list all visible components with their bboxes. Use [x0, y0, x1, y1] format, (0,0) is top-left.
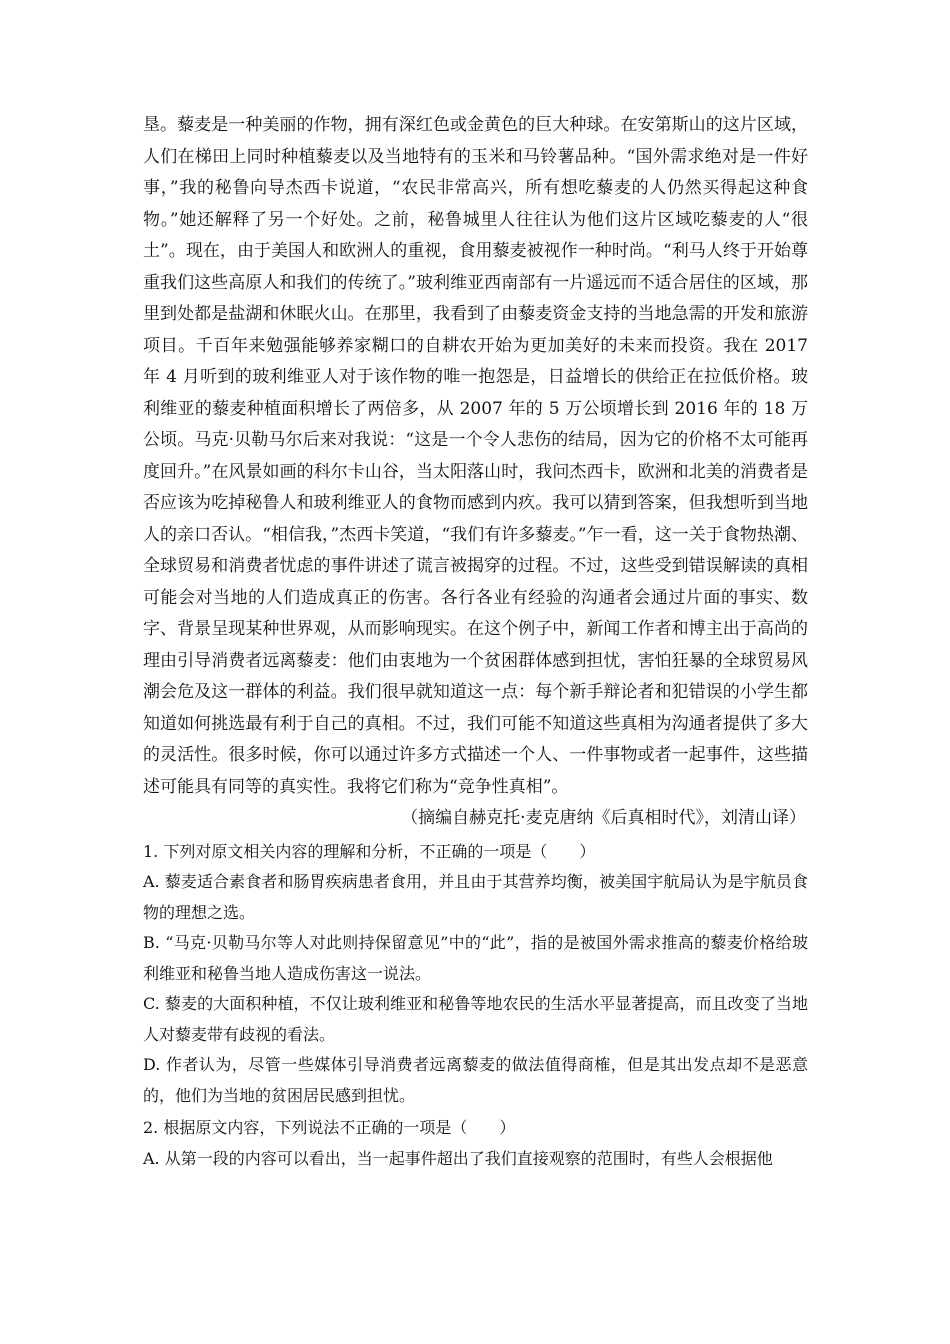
question-2 — [143, 1113, 808, 1174]
option-a: A. 从第一段的内容可以看出，当一起事件超出了我们直接观察的范围时，有些人会根据他 — [143, 1148, 773, 1168]
article-paragraph: 垦。藜麦是一种美丽的作物，拥有深红色或金黄色的巨大种球。在安第斯山的这片区域，人们在梯田上同时种植藜麦以及当地特有的玉米和马铃薯品种。“国外需求绝对是一件好事，”我的秘鲁向导杰西卡说道，“农民非常高兴，所有想吃藜麦的人仍然买得起这种食物。”她还解释了另一个好处。之前，秘鲁城里人往往认为他们这片区域吃藜麦的人“很土”。现在，由于美国人和欧洲人的重视，食用藜麦被视作一种时尚。“利马人终于开始尊重我们这些高原人和我们的传统了。”玻利维亚西南部有一片遥远而不适合居住的区域，那里到处都是盐湖和休眠火山。在那里，我看到了由藜麦资金支持的当地急需的开发和旅游项目。千百年来勉强能够养家糊口的自耕农开始为更加美好的未来而投资。我在 2017 年 4 月听到的玻利维亚人对于该作物的唯一抱怨是，日益增长的供给正在拉低价格。玻利维亚的藜麦种植面积增长了两倍多，从 2007 年的 5 万公顷增长到 2016 年的 18 万公顷。马克·贝勒马尔后来对我说：“这是一个令人悲伤的结局，因为它的价格不太可能再度回升。”在风景如画的科尔卡山谷，当太阳落山时，我问杰西卡，欧洲和北美的消费者是否应该为吃掉秘鲁人和玻利维亚人的食物而感到内疚。我可以猜到答案，但我想听到当地人的亲口否认。“相信我，”杰西卡笑道，“我们有许多藜麦。”乍一看，这一关于食物热潮、全球贸易和消费者忧虑的事件讲述了谎言被揭穿的过程。不过，这些受到错误解读的真相可能会对当地的人们造成真正的伤害。各行各业有经验的沟通者会通过片面的事实、数字、背景呈现某种世界观，从而影响现实。在这个例子中，新闻工作者和博主出于高尚的理由引导消费者远离藜麦：他们由衷地为一个贫困群体感到担忧，害怕狂暴的全球贸易风潮会危及这一群体的利益。我们很早就知道这一点：每个新手辩论者和犯错误的小学生都知道如何挑选最有利于自己的真相。不过，我们可能不知道这些真相为沟通者提供了多大的灵活性。很多时候，你可以通过许多方式描述一个人、一件事物或者一起事件，这些描述可能具有同等的真实性。我将它们称为“竞争性真相”。 — [143, 115, 808, 797]
document-page — [143, 110, 808, 1174]
question-title: 1. 下列对原文相关内容的理解和分析，不正确的一项是（ ） — [143, 841, 596, 861]
question-title: 2. 根据原文内容，下列说法不正确的一项是（ ） — [143, 1118, 516, 1137]
option-b: B. “马克·贝勒马尔等人对此则持保留意见”中的“此”，指的是被国外需求推高的藜麦价格给玻利维亚和秘鲁当地人造成伤害这一说法。 — [143, 933, 808, 983]
article-source: （摘编自赫克托·麦克唐纳《后真相时代》，刘清山译） — [401, 808, 806, 828]
question-1 — [143, 837, 808, 1112]
option-a: A. 藜麦适合素食者和肠胃疾病患者食用，并且由于其营养均衡，被美国宇航局认为是宇航员食物的理想之选。 — [143, 872, 808, 922]
option-c: C. 藜麦的大面积种植，不仅让玻利维亚和秘鲁等地农民的生活水平显著提高，而且改变了当地人对藜麦带有歧视的看法。 — [143, 994, 808, 1044]
option-d: D. 作者认为，尽管一些媒体引导消费者远离藜麦的做法值得商榷，但是其出发点却不是恶意的，他们为当地的贫困居民感到担忧。 — [143, 1055, 808, 1105]
